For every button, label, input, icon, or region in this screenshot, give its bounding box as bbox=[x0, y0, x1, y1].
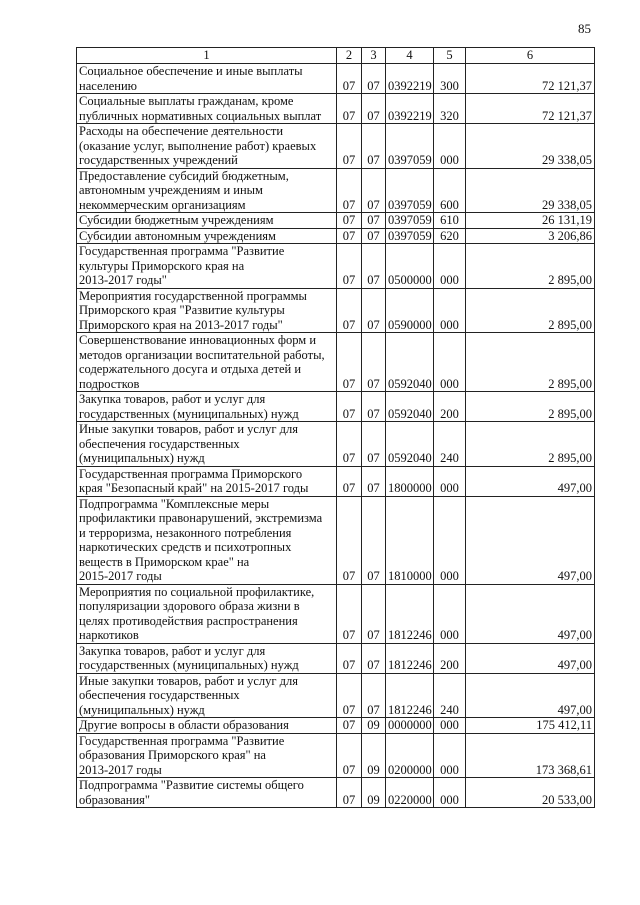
header-col-4: 4 bbox=[386, 48, 434, 64]
cell-subsection: 07 bbox=[362, 124, 386, 169]
cell-expense-type: 240 bbox=[434, 673, 466, 718]
cell-section: 07 bbox=[337, 718, 362, 734]
cell-subsection: 07 bbox=[362, 288, 386, 333]
cell-target-article: 1812246 bbox=[386, 643, 434, 673]
table-row bbox=[77, 422, 595, 467]
cell-name: Мероприятия по социальной профилактике, популяризации здорового образа жизни в целях противодействия распространения наркотиков bbox=[77, 584, 337, 643]
table-row bbox=[77, 288, 595, 333]
cell-name: Подпрограмма "Комплексные меры профилактики правонарушений, экстремизма и терроризма, незаконного потребления наркотических средств и психотропных веществ в Приморском крае" на 2015-2017 годы bbox=[77, 496, 337, 584]
cell-section: 07 bbox=[337, 392, 362, 422]
cell-amount: 3 206,86 bbox=[466, 228, 595, 244]
cell-subsection: 07 bbox=[362, 392, 386, 422]
cell-target-article: 0592040 bbox=[386, 392, 434, 422]
cell-target-article: 0392219 bbox=[386, 94, 434, 124]
cell-expense-type: 000 bbox=[434, 124, 466, 169]
cell-expense-type: 000 bbox=[434, 333, 466, 392]
cell-amount: 497,00 bbox=[466, 496, 595, 584]
cell-name: Расходы на обеспечение деятельности (оказание услуг, выполнение работ) краевых государственных учреждений bbox=[77, 124, 337, 169]
cell-amount: 2 895,00 bbox=[466, 288, 595, 333]
cell-section: 07 bbox=[337, 168, 362, 213]
cell-expense-type: 000 bbox=[434, 466, 466, 496]
cell-subsection: 07 bbox=[362, 168, 386, 213]
cell-section: 07 bbox=[337, 496, 362, 584]
cell-name: Субсидии автономным учреждениям bbox=[77, 228, 337, 244]
cell-expense-type: 000 bbox=[434, 288, 466, 333]
cell-target-article: 0000000 bbox=[386, 718, 434, 734]
header-col-1: 1 bbox=[77, 48, 337, 64]
cell-name: Социальные выплаты гражданам, кроме публичных нормативных социальных выплат bbox=[77, 94, 337, 124]
cell-expense-type: 320 bbox=[434, 94, 466, 124]
cell-amount: 175 412,11 bbox=[466, 718, 595, 734]
cell-section: 07 bbox=[337, 228, 362, 244]
cell-name: Мероприятия государственной программы Приморского края "Развитие культуры Приморского края на 2013-2017 годы" bbox=[77, 288, 337, 333]
cell-target-article: 0200000 bbox=[386, 733, 434, 778]
budget-table bbox=[76, 47, 595, 808]
cell-section: 07 bbox=[337, 584, 362, 643]
header-col-3: 3 bbox=[362, 48, 386, 64]
cell-amount: 2 895,00 bbox=[466, 333, 595, 392]
table-row bbox=[77, 778, 595, 808]
cell-target-article: 0397059 bbox=[386, 168, 434, 213]
page-number: 85 bbox=[578, 21, 591, 36]
table-row bbox=[77, 584, 595, 643]
cell-expense-type: 000 bbox=[434, 778, 466, 808]
cell-subsection: 07 bbox=[362, 333, 386, 392]
cell-name: Государственная программа Приморского края "Безопасный край" на 2015-2017 годы bbox=[77, 466, 337, 496]
cell-name: Подпрограмма "Развитие системы общего образования" bbox=[77, 778, 337, 808]
cell-subsection: 07 bbox=[362, 584, 386, 643]
cell-name: Государственная программа "Развитие культуры Приморского края на 2013-2017 годы" bbox=[77, 244, 337, 289]
cell-target-article: 0500000 bbox=[386, 244, 434, 289]
header-col-5: 5 bbox=[434, 48, 466, 64]
cell-expense-type: 300 bbox=[434, 64, 466, 94]
cell-target-article: 1810000 bbox=[386, 496, 434, 584]
cell-section: 07 bbox=[337, 733, 362, 778]
cell-expense-type: 200 bbox=[434, 392, 466, 422]
cell-subsection: 07 bbox=[362, 422, 386, 467]
cell-name: Закупка товаров, работ и услуг для государственных (муниципальных) нужд bbox=[77, 643, 337, 673]
cell-subsection: 07 bbox=[362, 228, 386, 244]
cell-name: Социальное обеспечение и иные выплаты населению bbox=[77, 64, 337, 94]
cell-subsection: 09 bbox=[362, 718, 386, 734]
cell-amount: 2 895,00 bbox=[466, 422, 595, 467]
cell-expense-type: 000 bbox=[434, 718, 466, 734]
cell-target-article: 1812246 bbox=[386, 584, 434, 643]
cell-amount: 497,00 bbox=[466, 643, 595, 673]
cell-target-article: 0592040 bbox=[386, 422, 434, 467]
cell-target-article: 0590000 bbox=[386, 288, 434, 333]
cell-expense-type: 000 bbox=[434, 733, 466, 778]
cell-amount: 72 121,37 bbox=[466, 94, 595, 124]
cell-expense-type: 610 bbox=[434, 213, 466, 229]
cell-expense-type: 000 bbox=[434, 244, 466, 289]
cell-expense-type: 240 bbox=[434, 422, 466, 467]
cell-section: 07 bbox=[337, 244, 362, 289]
cell-name: Иные закупки товаров, работ и услуг для обеспечения государственных (муниципальных) нужд bbox=[77, 673, 337, 718]
cell-subsection: 07 bbox=[362, 64, 386, 94]
header-row bbox=[77, 48, 595, 64]
cell-section: 07 bbox=[337, 333, 362, 392]
table-row bbox=[77, 718, 595, 734]
cell-name: Иные закупки товаров, работ и услуг для обеспечения государственных (муниципальных) нужд bbox=[77, 422, 337, 467]
cell-section: 07 bbox=[337, 64, 362, 94]
cell-amount: 173 368,61 bbox=[466, 733, 595, 778]
cell-amount: 497,00 bbox=[466, 673, 595, 718]
table-header bbox=[77, 48, 595, 64]
cell-name: Государственная программа "Развитие образования Приморского края" на 2013-2017 годы bbox=[77, 733, 337, 778]
table-row bbox=[77, 124, 595, 169]
cell-subsection: 07 bbox=[362, 213, 386, 229]
cell-target-article: 1812246 bbox=[386, 673, 434, 718]
cell-target-article: 0392219 bbox=[386, 64, 434, 94]
table-row bbox=[77, 168, 595, 213]
cell-subsection: 09 bbox=[362, 733, 386, 778]
cell-expense-type: 600 bbox=[434, 168, 466, 213]
cell-amount: 20 533,00 bbox=[466, 778, 595, 808]
cell-name: Закупка товаров, работ и услуг для государственных (муниципальных) нужд bbox=[77, 392, 337, 422]
header-col-2: 2 bbox=[337, 48, 362, 64]
table-row bbox=[77, 466, 595, 496]
cell-amount: 497,00 bbox=[466, 584, 595, 643]
cell-expense-type: 620 bbox=[434, 228, 466, 244]
cell-amount: 497,00 bbox=[466, 466, 595, 496]
cell-target-article: 0397059 bbox=[386, 124, 434, 169]
cell-name: Субсидии бюджетным учреждениям bbox=[77, 213, 337, 229]
cell-section: 07 bbox=[337, 643, 362, 673]
cell-amount: 72 121,37 bbox=[466, 64, 595, 94]
cell-subsection: 07 bbox=[362, 244, 386, 289]
cell-name: Другие вопросы в области образования bbox=[77, 718, 337, 734]
cell-subsection: 09 bbox=[362, 778, 386, 808]
table-row bbox=[77, 733, 595, 778]
cell-section: 07 bbox=[337, 422, 362, 467]
cell-subsection: 07 bbox=[362, 496, 386, 584]
table-row bbox=[77, 244, 595, 289]
cell-expense-type: 000 bbox=[434, 584, 466, 643]
cell-section: 07 bbox=[337, 673, 362, 718]
cell-target-article: 0397059 bbox=[386, 213, 434, 229]
table-row bbox=[77, 228, 595, 244]
cell-target-article: 0220000 bbox=[386, 778, 434, 808]
table-row bbox=[77, 94, 595, 124]
table-row bbox=[77, 643, 595, 673]
cell-name: Совершенствование инновационных форм и методов организации воспитательной работы, содержательного досуга и отдыха детей и подростков bbox=[77, 333, 337, 392]
cell-amount: 29 338,05 bbox=[466, 124, 595, 169]
table-body bbox=[77, 64, 595, 808]
cell-expense-type: 200 bbox=[434, 643, 466, 673]
table-row bbox=[77, 392, 595, 422]
cell-section: 07 bbox=[337, 124, 362, 169]
cell-amount: 2 895,00 bbox=[466, 244, 595, 289]
cell-subsection: 07 bbox=[362, 643, 386, 673]
cell-amount: 29 338,05 bbox=[466, 168, 595, 213]
cell-subsection: 07 bbox=[362, 673, 386, 718]
cell-section: 07 bbox=[337, 778, 362, 808]
cell-amount: 2 895,00 bbox=[466, 392, 595, 422]
cell-target-article: 0397059 bbox=[386, 228, 434, 244]
table-row bbox=[77, 64, 595, 94]
cell-section: 07 bbox=[337, 466, 362, 496]
table-row bbox=[77, 496, 595, 584]
cell-section: 07 bbox=[337, 288, 362, 333]
cell-target-article: 1800000 bbox=[386, 466, 434, 496]
table-row bbox=[77, 673, 595, 718]
cell-target-article: 0592040 bbox=[386, 333, 434, 392]
cell-subsection: 07 bbox=[362, 466, 386, 496]
table-row bbox=[77, 333, 595, 392]
cell-expense-type: 000 bbox=[434, 496, 466, 584]
cell-amount: 26 131,19 bbox=[466, 213, 595, 229]
cell-subsection: 07 bbox=[362, 94, 386, 124]
cell-name: Предоставление субсидий бюджетным, автономным учреждениям и иным некоммерческим организациям bbox=[77, 168, 337, 213]
table-row bbox=[77, 213, 595, 229]
cell-section: 07 bbox=[337, 94, 362, 124]
cell-section: 07 bbox=[337, 213, 362, 229]
header-col-6: 6 bbox=[466, 48, 595, 64]
